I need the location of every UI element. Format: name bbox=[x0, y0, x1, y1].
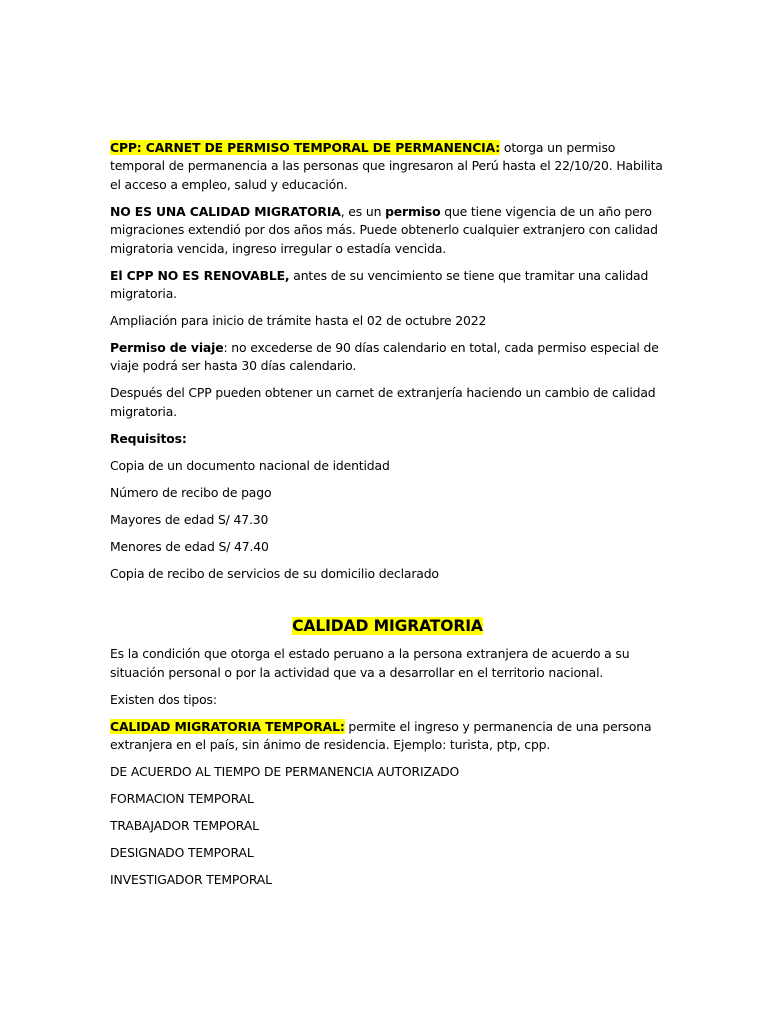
not-migratory-paragraph bbox=[110, 203, 665, 258]
types-intro: Existen dos tipos: bbox=[110, 691, 217, 707]
extension-paragraph: Ampliación para inicio de trámite hasta el 02 de octubre 2022 bbox=[110, 313, 487, 329]
requisito-item: Copia de recibo de servicios de su domicilio declarado bbox=[110, 565, 439, 581]
after-cpp-paragraph: Después del CPP pueden obtener un carnet de extranjería haciendo un cambio de calidad migratoria. bbox=[110, 385, 656, 419]
requisito-item: Copia de un documento nacional de identidad bbox=[110, 457, 390, 473]
cpp-definition-paragraph bbox=[110, 139, 665, 194]
not-migratory-text-2: que tiene vigencia de un año pero migraciones extendió por dos años más. Puede obtenerlo cualquier extranjero con calidad migratoria vencida, ingreso irregular o estadía vencida. bbox=[110, 203, 658, 256]
not-renewable-bold: El CPP NO ES RENOVABLE, bbox=[110, 267, 290, 283]
requisito-item: Mayores de edad S/ 47.30 bbox=[110, 511, 269, 527]
requisito-item: Número de recibo de pago bbox=[110, 484, 272, 500]
temporal-heading: CALIDAD MIGRATORIA TEMPORAL: bbox=[110, 718, 345, 734]
permiso-bold: permiso bbox=[385, 203, 441, 219]
section-title bbox=[110, 615, 665, 637]
requisitos-label: Requisitos: bbox=[110, 430, 187, 446]
not-migratory-text-1: , es un bbox=[340, 203, 386, 219]
not-renewable-text: antes de su vencimiento se tiene que tramitar una calidad migratoria. bbox=[110, 267, 649, 302]
temporal-type-item: INVESTIGADOR TEMPORAL bbox=[110, 872, 272, 888]
cpp-heading: CPP: CARNET DE PERMISO TEMPORAL DE PERMANENCIA: bbox=[110, 140, 501, 155]
requisito-item: Menores de edad S/ 47.40 bbox=[110, 538, 269, 554]
travel-permit-bold: Permiso de viaje bbox=[110, 340, 224, 356]
temporal-paragraph bbox=[110, 718, 665, 755]
travel-permit-text: : no excederse de 90 días calendario en total, cada permiso especial de viaje podrá ser hasta 30 días calendario. bbox=[110, 340, 659, 374]
not-renewable-paragraph bbox=[110, 267, 665, 304]
travel-permit-paragraph bbox=[110, 339, 665, 376]
temporal-type-item: DESIGNADO TEMPORAL bbox=[110, 845, 254, 861]
calidad-migratoria-title: CALIDAD MIGRATORIA bbox=[292, 617, 483, 636]
document-body bbox=[110, 139, 665, 898]
temporal-type-item: DE ACUERDO AL TIEMPO DE PERMANENCIA AUTORIZADO bbox=[110, 764, 460, 780]
temporal-type-item: FORMACION TEMPORAL bbox=[110, 791, 254, 807]
calidad-definition-paragraph: Es la condición que otorga el estado peruano a la persona extranjera de acuerdo a su situación personal o por la actividad que va a desarrollar en el territorio nacional. bbox=[110, 646, 630, 680]
not-migratory-bold: NO ES UNA CALIDAD MIGRATORIA bbox=[110, 203, 341, 219]
temporal-type-item: TRABAJADOR TEMPORAL bbox=[110, 818, 259, 834]
cpp-definition-text: otorga un permiso temporal de permanencia a las personas que ingresaron al Perú hasta el 22/10/20. Habilita el acceso a empleo, salud y educación. bbox=[110, 140, 663, 192]
temporal-text: permite el ingreso y permanencia de una persona extranjera en el país, sin ánimo de residencia. Ejemplo: turista, ptp, cpp. bbox=[110, 718, 652, 753]
